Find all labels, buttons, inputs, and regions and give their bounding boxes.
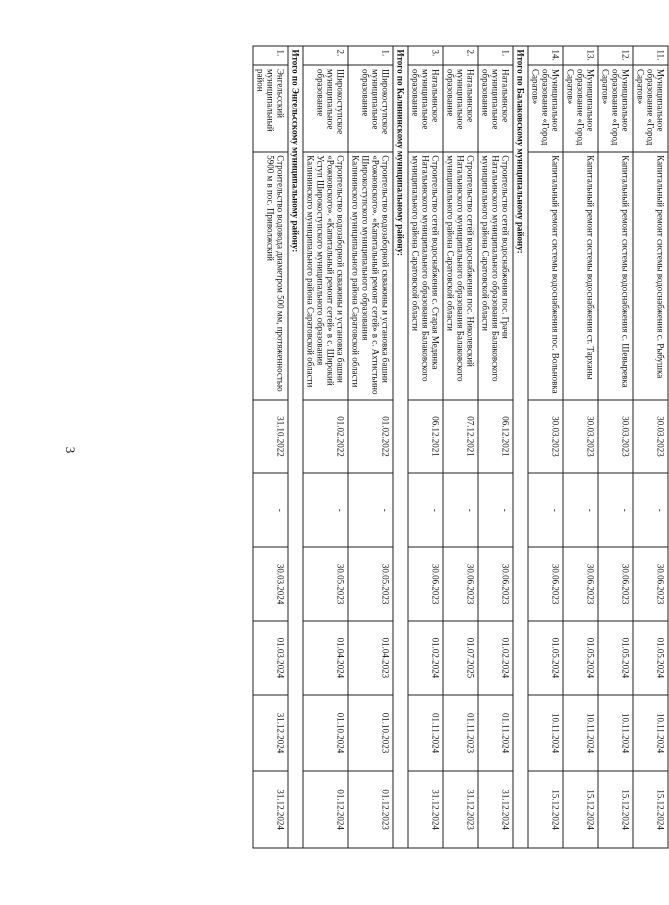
municipality-cell: Натальинское муниципальное образование (408, 65, 443, 151)
row-number: 12. (598, 46, 633, 65)
date-cell: - (408, 473, 443, 547)
row-number: 1. (478, 46, 513, 65)
date-cell: 01.07.2025 (443, 621, 478, 695)
section-label: Итого по Балаковскому муниципальному району: (513, 46, 528, 400)
date-cell: 01.10.2023 (348, 695, 393, 772)
page-number: 3 (63, 446, 78, 454)
date-cell: - (528, 473, 563, 547)
date-cell: - (478, 473, 513, 547)
row-number: 2. (443, 46, 478, 65)
date-cell: 30.05.2023 (303, 547, 348, 621)
rotated-page (13, 46, 669, 849)
object-cell: Строительство водозаборной скважины и установка башни «Рожновского». «Капитальный ремонт сетей» в с. Широкий Уступ Широкоступского муниципального образования Калининского муниципального района Саратовской области (303, 152, 348, 400)
section-label: Итого по Калининскому муниципальному району: (393, 46, 408, 400)
row-number: 1. (348, 46, 393, 65)
date-cell: 01.03.2024 (253, 621, 288, 695)
schedule-table (253, 46, 669, 849)
table-row (563, 46, 598, 848)
section-label: Итого по Энгельсскому муниципальному району: (288, 46, 303, 400)
date-cell: 10.11.2024 (598, 695, 633, 772)
section-spacer (288, 400, 303, 848)
date-cell: 30.06.2023 (408, 547, 443, 621)
date-cell: 30.03.2023 (598, 400, 633, 474)
object-cell: Строительство сетей водоснабжения с. Старая Медянка Натальинского муниципального образования Балаковского муниципального района Саратовской области (408, 152, 443, 400)
object-cell: Строительство сетей водоснабжения пос. Николевский Натальинского муниципального образования Балаковского муниципального района Саратовской области (443, 152, 478, 400)
municipality-cell: Муниципальное образование «Город Саратов» (633, 65, 668, 151)
date-cell: 15.12.2024 (528, 771, 563, 848)
table-row (253, 46, 288, 848)
row-number: 2. (303, 46, 348, 65)
row-number: 11. (633, 46, 668, 65)
date-cell: 06.12.2021 (478, 400, 513, 474)
date-cell: 31.10.2022 (253, 400, 288, 474)
date-cell: 01.02.2022 (348, 400, 393, 474)
date-cell: 01.02.2022 (303, 400, 348, 474)
date-cell: 01.11.2024 (478, 695, 513, 772)
municipality-cell: Энгельсский муниципальный район (253, 65, 288, 151)
date-cell: 30.06.2023 (443, 547, 478, 621)
date-cell: 01.12.2024 (303, 771, 348, 848)
date-cell: 01.11.2024 (408, 695, 443, 772)
date-cell: 30.06.2023 (563, 547, 598, 621)
date-cell: 10.11.2024 (563, 695, 598, 772)
date-cell: 01.02.2024 (478, 621, 513, 695)
date-cell: 31.12.2024 (408, 771, 443, 848)
date-cell: - (443, 473, 478, 547)
date-cell: 01.10.2024 (303, 695, 348, 772)
table-row (528, 46, 563, 848)
table-row (348, 46, 393, 848)
table-body (253, 46, 668, 848)
date-cell: 01.12.2023 (348, 771, 393, 848)
date-cell: - (348, 473, 393, 547)
date-cell: 30.03.2024 (253, 547, 288, 621)
date-cell: 30.06.2023 (633, 547, 668, 621)
municipality-cell: Натальинское муниципальное образование (443, 65, 478, 151)
section-spacer (513, 400, 528, 848)
table-row (633, 46, 668, 848)
date-cell: 31.12.2023 (443, 771, 478, 848)
table-row (303, 46, 348, 848)
section-total-row (513, 46, 528, 848)
date-cell: 30.03.2023 (633, 400, 668, 474)
date-cell: 01.11.2023 (443, 695, 478, 772)
date-cell: 01.05.2024 (528, 621, 563, 695)
date-cell: - (303, 473, 348, 547)
table-row (598, 46, 633, 848)
object-cell: Строительство водовода диаметром 500 мм, протяженностью 5900 м в пос. Приволжский (253, 152, 288, 400)
date-cell: 30.06.2023 (598, 547, 633, 621)
date-cell: 15.12.2024 (633, 771, 668, 848)
date-cell: 30.06.2023 (528, 547, 563, 621)
municipality-cell: Натальинское муниципальное образование (478, 65, 513, 151)
date-cell: 01.05.2024 (563, 621, 598, 695)
date-cell: 30.03.2023 (563, 400, 598, 474)
date-cell: 07.12.2021 (443, 400, 478, 474)
section-spacer (393, 400, 408, 848)
date-cell: 10.11.2024 (528, 695, 563, 772)
object-cell: Капитальный ремонт системы водоснабжения ст. Тарханы (563, 152, 598, 400)
row-number: 13. (563, 46, 598, 65)
date-cell: 15.12.2024 (598, 771, 633, 848)
row-number: 14. (528, 46, 563, 65)
date-cell: 31.12.2024 (253, 695, 288, 772)
date-cell: 15.12.2024 (563, 771, 598, 848)
date-cell: 30.05.2023 (348, 547, 393, 621)
date-cell: - (563, 473, 598, 547)
table-row (443, 46, 478, 848)
object-cell: Капитальный ремонт системы водоснабжения с. Рыбушка (633, 152, 668, 400)
date-cell: 01.05.2024 (633, 621, 668, 695)
date-cell: 06.12.2021 (408, 400, 443, 474)
date-cell: 01.04.2024 (303, 621, 348, 695)
date-cell: 31.12.2024 (253, 771, 288, 848)
date-cell: 01.02.2024 (408, 621, 443, 695)
municipality-cell: Широкоступское муниципальное образование (348, 65, 393, 151)
municipality-cell: Муниципальное образование «Город Саратов» (563, 65, 598, 151)
table-row (408, 46, 443, 848)
municipality-cell: Муниципальное образование «Город Саратов» (528, 65, 563, 151)
row-number: 3. (408, 46, 443, 65)
municipality-cell: Широкоступское муниципальное образование (303, 65, 348, 151)
date-cell: - (253, 473, 288, 547)
date-cell: 30.03.2023 (528, 400, 563, 474)
municipality-cell: Муниципальное образование «Город Саратов» (598, 65, 633, 151)
section-total-row (393, 46, 408, 848)
date-cell: 31.12.2024 (478, 771, 513, 848)
date-cell: - (633, 473, 668, 547)
date-cell: 01.05.2024 (598, 621, 633, 695)
object-cell: Капитальный ремонт системы водоснабжения с. Шевыревка (598, 152, 633, 400)
object-cell: Строительство водозаборной скважины и установка башни «Рожновского». «Капитальный ремонт сетей» в с. Ахтистьино Широкоступского муниципального образования Калининского муниципального района Саратовской области (348, 152, 393, 400)
date-cell: - (598, 473, 633, 547)
object-cell: Капитальный ремонт системы водоснабжения пос. Вольновка (528, 152, 563, 400)
table-row (478, 46, 513, 848)
date-cell: 01.04.2023 (348, 621, 393, 695)
date-cell: 30.06.2023 (478, 547, 513, 621)
object-cell: Строительство сетей водоснабжения пос. Грачи Натальинского муниципального образования Балаковского муниципального района Саратовской области (478, 152, 513, 400)
row-number: 1. (253, 46, 288, 65)
section-total-row (288, 46, 303, 848)
date-cell: 10.11.2024 (633, 695, 668, 772)
